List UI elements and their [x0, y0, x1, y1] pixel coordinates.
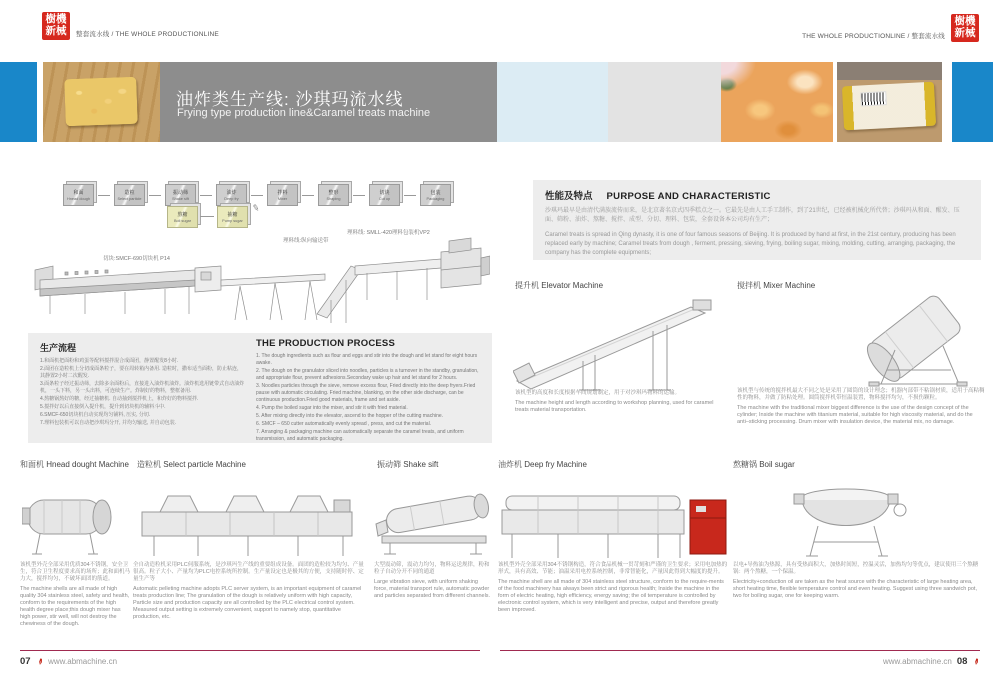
flow-step-label-zh: 抽糖 [227, 211, 238, 218]
hero-lightblue-block [497, 62, 608, 142]
process-section-en [256, 338, 484, 444]
flow-connector [353, 195, 365, 196]
hero-blue-block-left [0, 62, 37, 142]
machine-desc-en: The machine shell are all made of 304 stainless steel structure, conform to the require-ments of the food machinery has always been strict and rigorous health; Inside the machine in the form of electric heating, high efficiency, energy saving; the oil temperature is controlled by electronic control system, which is very intelligent and precise, output and therefore greatly been improved. [498, 579, 724, 613]
flow-step-label-en: Boil sugar [173, 217, 191, 223]
process-item: 4.熬糖锅熬好的糖，经过抽糖机. 自动抽到搅拌机上，和炸好的物料搅拌. [40, 396, 199, 402]
machine-desc-zh: 该机型外壳全部采用304不锈钢构造，符合食品机械一贯苛刻和严谨的卫生要求；采用电加热的形式，具有高效、节能；油温采用电控系统控制，非常智能化，产量因此得到大幅度的提升。 [498, 562, 728, 575]
machine-desc-en: The machine with the traditional mixer biggest difference is the use of the design concept of the cylinder; Inside the machine with titanium material, suitable for high viscosity material, and do the anti–sticking processing. Drum mixer with insulation device, the material mix, no damage. [737, 405, 973, 425]
machine-desc-en: Electricity+conduction oil are taken as the heat source with the characteristic of large heating area, short heating time, flexible temperature control and even heating. Suggest using three sandwich pot, two for boiling sugar, one for keeping warm. [733, 579, 977, 599]
brand-right [796, 14, 979, 42]
process-item: 2. The dough on the granulator sliced into noodles, particles is a turnover in the standby, granulation, and appropriate flour, prevent adhesions.Secondary wake up hair and let stand for 2 hours. [256, 368, 479, 381]
machine-title-dough: 和面机 Hnead dought Machine [20, 460, 129, 469]
page-number-right: 08 [956, 656, 968, 667]
flow-step-shape [318, 184, 349, 206]
brand-tagline-left: 整套流水线 / THE WHOLE PRODUCTIONLINE [76, 31, 219, 38]
process-item: 1. The dough ingredients such as flour and eggs and stir into the dough and let stand for eight hours awake. [256, 353, 478, 366]
hero-lightgray-block [608, 62, 721, 142]
pen-icon: ✒ [971, 657, 983, 667]
package-image [842, 82, 936, 131]
page-number-left: 07 [20, 656, 31, 667]
purpose-title-zh: 性能及特点 [545, 191, 593, 202]
process-item: 1.和面机把面粉和鸡蛋等配料搅拌混合成面团，静置醒发8小时. [40, 358, 179, 364]
diagram-label-cutter: 切块:SMCF-690切块机 P14 [103, 256, 170, 262]
process-section-zh [40, 341, 245, 428]
flow-step-label-en: Hnead dough [67, 195, 90, 201]
hero-title-banner [160, 62, 497, 142]
hero-strip [0, 62, 993, 142]
machine-desc-zh: 大型震动筛，震动力均匀，物料运送规律，粉和粒子自动分开不同的通道 [374, 562, 490, 575]
footer-right [720, 656, 983, 667]
sift-machine-illustration [372, 480, 500, 556]
diagram-label-conveyor: 理料线:纵向输送带 [283, 238, 329, 244]
machine-title-sift: 振动筛 Shake sift [377, 460, 439, 469]
brand-seal-logo: 樹機新械 [951, 14, 979, 42]
process-item: 6. SMCF – 650 cutter automatically evenly spread , press, and cut the material. [256, 421, 432, 427]
flow-step-pump-sugar [217, 206, 248, 228]
purpose-body-zh: 沙琪玛最早是由清代满族流传而来，是北京著名京式四季糕点之一。它最先是由人工手工制作，到了21世纪，已经被机械化所代替；沙琪玛从和面、醒发、压面、筛粉、油炸、熬糖、搅拌、成型、分切、理料、包装，全套设备本公司均有生产； [545, 208, 960, 223]
process-item: 5. After mixing directly into the elevator, ascend to the hopper of the cutting machine. [256, 413, 444, 419]
footer-left [20, 656, 117, 667]
process-item: 2.面团在造粒机上分切成面条粒子，要在周转箱内备用. 造粒时，撒布适当面粉，防止粘连，其静置2小时二次醒发. [40, 366, 242, 379]
machine-desc-sift [374, 562, 492, 600]
flow-connector [98, 195, 110, 196]
flow-step-label-zh: 造粒 [124, 189, 135, 196]
machine-desc-zh: 该机型外壳全部采用优质304不锈钢，安全卫生，符合卫生程度要求高的场所；此和面机马力大，搅拌均匀，不破坏面团的筋道。 [20, 562, 131, 582]
machine-desc-en: Automatic pelleting machine adopts PLC server system, is an important equipment of caramel treats production line; The granulation of the dough is relatively uniform with high capacity, Particle size and production capacity are all controlled by the PLC electrical control system. Measured output setting is extremely convenient, support to namely stop, quantitative production, etc. [133, 586, 362, 620]
machine-desc-fryer [498, 562, 730, 614]
caramel-treat-image [64, 77, 138, 126]
process-title-en: THE PRODUCTION PROCESS [256, 338, 395, 349]
machine-desc-en: The machine shells are all made of high quality 304 stainless steel, safety and health, conform to the requirements of the high health degree place;this dough mixer has high power, stir well, will not destroy the chewiness of the dough. [20, 586, 130, 627]
machine-desc-mixer [737, 388, 985, 426]
pen-icon: ✒ [34, 657, 46, 667]
flow-step-label-zh: 整形 [328, 189, 339, 196]
flow-step-sift [165, 184, 196, 206]
flow-connector [251, 195, 263, 196]
dough-machine-illustration [22, 478, 122, 558]
flow-step-label-en: Packaging [426, 195, 445, 201]
machine-title-mixer: 搅拌机 Mixer Machine [737, 281, 816, 290]
hero-blue-block-right [952, 62, 993, 142]
sugar-pot-illustration [788, 468, 908, 560]
flow-step-knead [63, 184, 94, 206]
machine-desc-en: The machine height and length according to workshop planning, used for caramel treats material transportation. [515, 400, 714, 413]
flow-step-particle [114, 184, 145, 206]
purpose-title-en: PURPOSE AND CHARACTERISTIC [606, 191, 771, 202]
machine-desc-sugar [733, 562, 981, 600]
brand-left [42, 12, 225, 40]
hero-photo-packaged-product [837, 62, 942, 142]
website-link[interactable]: www.abmachine.cn [882, 657, 952, 666]
flow-step-label-zh: 熬糖 [177, 211, 188, 218]
flow-step-fry [216, 184, 247, 206]
process-item: 7.理料包装机可以自动把沙琪玛分开, 并均匀输送, 并自动包装. [40, 420, 177, 426]
process-item: 5.搅拌好以后直接倒入提升机，提升到切块机的辅料斗中. [40, 404, 166, 410]
process-item: 4. Pump the boiled sugar into the mixer, and stir it with fried material. [256, 405, 408, 411]
flow-step-label-zh: 包装 [430, 189, 441, 196]
machine-desc-zh: 全自动造粒机采用PLC伺服系统，是沙琪玛生产线的重要组成设备。面团的造粒较为均匀、产量很高。粒子大小、产量均为PLC电控系统所控制。生产量设定也是极其的方便，支持随时停、定量生产等 [133, 562, 364, 582]
flow-step-label-zh: 和面 [73, 189, 84, 196]
particle-machine-illustration [138, 476, 363, 558]
process-item: 3. Noodles particles through the sieve, remove excess flour, Fried directly into the deep fryers.Fried pause with automatic circulating. Fried machine, blanking, on the other side discharge, can be continuous production.Fried good materials, frame and set aside. [256, 383, 476, 403]
machine-desc-zh: 该机型的高度和长度根据车间规划制定，用于对沙琪玛物料的运输。 [515, 390, 681, 396]
flow-step-label-zh: 振动筛 [172, 189, 188, 196]
machine-title-elevator: 提升机 Elevator Machine [515, 281, 604, 290]
process-item: 3.面条粒子经过振动筛，去除多余面粉后，直接进入油炸机油炸。油炸机选用链带式自动油炸机，一头下料，另一头出料，可连续生产。炸制好的物料，整框备用. [40, 381, 245, 394]
flow-step-label-en: Select particle [117, 195, 142, 201]
hero-photo-treat-closeup [721, 62, 833, 142]
flow-connector [302, 195, 314, 196]
process-title-zh: 生产流程 [40, 343, 77, 353]
flow-connector [200, 216, 214, 217]
page-title-en: Frying type production line&Caramel treats machine [177, 107, 431, 119]
flow-step-label-en: Cut up [378, 195, 391, 201]
process-item: 7. Arranging & packaging machine can automatically separate the caramel treats, and uniform transmission, and automatic packaging. [256, 429, 464, 442]
flow-step-pack [420, 184, 451, 206]
website-link[interactable]: www.abmachine.cn [48, 657, 118, 666]
footer-rule-left [20, 650, 480, 651]
purpose-card [533, 180, 981, 260]
machine-desc-dough [20, 562, 132, 628]
production-line-illustration [25, 228, 490, 330]
brand-tagline-right: THE WHOLE PRODUCTIONLINE / 整套流水线 [802, 33, 945, 40]
elevator-machine-illustration [513, 293, 728, 393]
machine-desc-en: Large vibration sieve, with uniform shaking force, material transport rule, automatic powder and particles separated from different channels. [374, 579, 491, 599]
flow-step-label-en: Mixer [277, 195, 288, 201]
mixer-machine-illustration [843, 288, 991, 388]
flow-step-boil-sugar [167, 206, 198, 228]
pencil-icon: ✎ [251, 202, 261, 214]
flow-connector [404, 195, 416, 196]
flow-step-label-en: Shake sift [172, 195, 189, 201]
barcode-icon [860, 91, 887, 106]
process-item: 6.SMCF-650切块机自动实现均匀铺料, 压实, 分切. [40, 412, 151, 418]
machine-desc-zh: 以电+导热油为热源，具有受热面积大，加热时间短，控温灵活，加热均匀等优点，建议使用三个熬糖锅：两个熬糖，一个保温。 [733, 562, 979, 575]
flow-step-label-zh: 切块 [379, 189, 390, 196]
flow-connector [149, 195, 161, 196]
machine-desc-zh: 该机型与传统的搅拌机最大不同之处是采用了圆筒的设计理念；机器内部带不粘锅材质，适用于高粘稠性的物料，并做了防粘处理。圆筒搅拌机带恒温装置，物料搅拌均匀，不损伤颗粒。 [737, 388, 985, 401]
flow-step-label-zh: 油炸 [226, 189, 237, 196]
machine-desc-particle [133, 562, 365, 621]
brand-seal-logo: 樹機新械 [42, 12, 70, 40]
page-title-zh: 油炸类生产线: 沙琪玛流水线 [176, 90, 404, 109]
flow-connector [200, 195, 212, 196]
flow-step-label-zh: 拌料 [277, 189, 288, 196]
footer-rule-right [500, 650, 980, 651]
machine-title-fryer: 油炸机 Deep fry Machine [498, 460, 587, 469]
hero-photo-caramel-treat [43, 62, 160, 142]
flow-step-label-en: Deep fry [224, 195, 239, 201]
flow-step-label-en: Pump sugar [222, 217, 243, 223]
diagram-label-packer: 理料线: SMLL-420理料包装机VP2 [347, 230, 430, 236]
purpose-title [545, 188, 969, 202]
flow-step-cut [369, 184, 400, 206]
process-card [28, 333, 492, 443]
purpose-body-en: Caramel treats is spread in Qing dynasty, it is one of four famous seasons of Beijing. It is produced by hand at first, in the 21st century, producing has been replaced early by machine; Caramel treats from dough , ferment, pressing, sieving, frying, boiling sugar, mixing, molding, cutting, arranging, packaging, the company has the complete equipments; [545, 232, 956, 256]
machine-desc-elevator [515, 390, 727, 414]
flow-step-label-en: Shaping [326, 195, 341, 201]
flow-step-mix [267, 184, 298, 206]
fryer-machine-illustration [498, 476, 733, 562]
machine-title-particle: 造粒机 Select particle Machine [137, 460, 246, 469]
machine-title-sugar: 熬糖锅 Boil sugar [733, 460, 795, 469]
